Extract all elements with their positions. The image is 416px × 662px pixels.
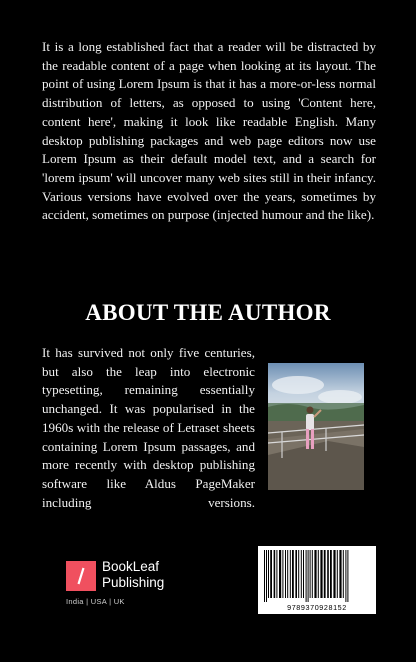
barcode-bar: [345, 550, 346, 602]
isbn-number: 9789370928152: [287, 603, 347, 612]
publisher-name-line2: Publishing: [102, 575, 165, 590]
barcode-bar: [339, 550, 341, 598]
publisher-name-line1: BookLeaf: [102, 559, 160, 574]
barcode-bar: [308, 550, 309, 602]
publisher-name: [102, 559, 164, 591]
barcode-bar: [270, 550, 272, 598]
barcode-bar: [287, 550, 288, 598]
barcode-bar: [268, 550, 269, 598]
barcode-bar: [276, 550, 277, 598]
barcode-bar: [274, 550, 276, 598]
barcode-bar: [314, 550, 316, 598]
barcode-bar: [292, 550, 294, 598]
barcode-bar: [330, 550, 332, 598]
publisher-slash-icon: [66, 561, 96, 591]
barcode-bar: [295, 550, 297, 598]
barcode-bar: [320, 550, 322, 598]
barcode-bar: [301, 550, 302, 598]
about-author-heading: ABOUT THE AUTHOR: [85, 300, 331, 325]
barcode-bar: [318, 550, 319, 598]
barcode-bar: [337, 550, 338, 598]
author-bio: It has survived not only five centuries, but also the leap into electronic typesetting, remaining essentially unchanged. It was popularised in the 1960s with the release of Letraset sheets containing Lorem Ipsum passages, and more recently with desktop publishing software like Aldus PageMaker including versions.: [42, 345, 255, 510]
barcode-bar: [290, 550, 291, 598]
barcode-bar: [282, 550, 283, 598]
barcode-bar: [347, 550, 348, 602]
publisher-logo: [66, 561, 186, 611]
barcode-bar: [333, 550, 335, 598]
barcode-bar: [312, 550, 313, 598]
barcode-bar: [327, 550, 329, 598]
publisher-regions: India | USA | UK: [66, 597, 125, 606]
barcode-bar: [298, 550, 299, 598]
barcode-bar: [343, 550, 344, 598]
barcode-bar: [310, 550, 311, 598]
author-photo: [268, 363, 364, 490]
barcode-bars: [263, 550, 371, 602]
barcode-bar: [279, 550, 281, 598]
isbn-barcode: [258, 546, 376, 614]
barcode-bar: [303, 550, 304, 598]
barcode-bar: [324, 550, 326, 598]
back-cover-blurb: It is a long established fact that a reader will be distracted by the readable content of a page when looking at its layout. The point of using Lorem Ipsum is that it has a more-or-less normal distribution of letters, as opposed to using 'Content here, content here', making it look like readable English. Many desktop publishing packages and web page editors now use Lorem Ipsum as their default model text, and a search for 'lorem ipsum' will uncover many web sites still in their infancy. Various versions have evolved over the years, sometimes by accident, sometimes on purpose (injected humour and the like).: [42, 39, 376, 223]
barcode-bar: [285, 550, 286, 598]
barcode-bar: [264, 550, 265, 602]
barcode-bar: [306, 550, 307, 602]
barcode-bar: [266, 550, 267, 602]
